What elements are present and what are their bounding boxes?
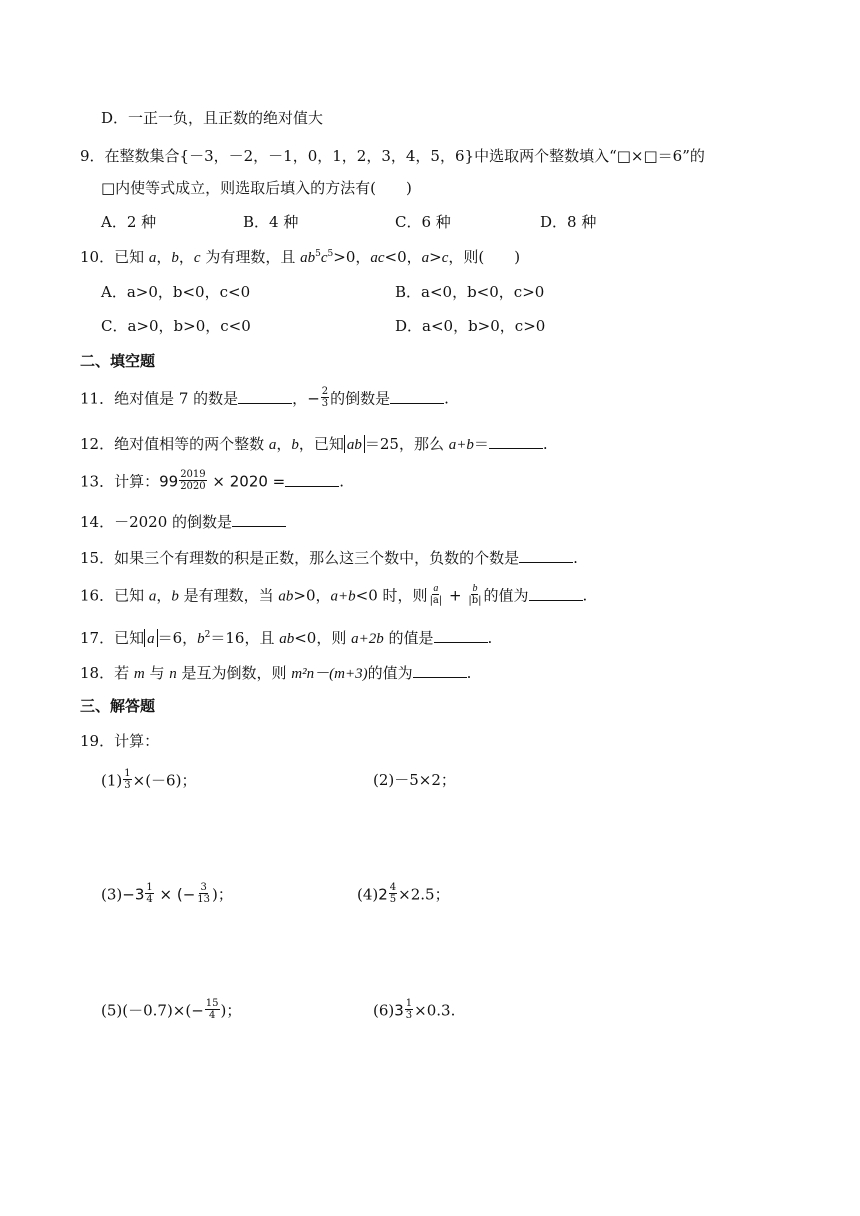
q10-option-a: A．a>0，b<0，c<0 [101, 283, 251, 301]
q18: 18．若 m 与 n 是互为倒数，则 m²n－(m+3)的值为 . [80, 664, 472, 682]
q9-line1: 9．在整数集合{－3，－2，－1，0，1，2，3，4，5，6}中选取两个整数填入“□×□＝6”的 [80, 147, 705, 165]
q19-part5: (5)(－0.7)×(− $\frac{15}{4}$ )； [101, 998, 242, 1021]
q14: 14．－2020 的倒数是 [80, 512, 286, 532]
q8-option-d: D．一正一负，且正数的绝对值大 [101, 109, 324, 127]
q9-option-a: A．2 种 [101, 213, 157, 231]
q10-option-b: B．a<0，b<0，c>0 [395, 283, 545, 301]
q19-part2: (2)－5×2； [373, 771, 456, 789]
q11: 11．绝对值是 7 的数是 ，− $\frac{2}{3}$ 的倒数是 . [80, 386, 449, 409]
q19-part1: (1) $\frac{1}{3}$ ×(－6)； [101, 768, 197, 791]
q9-option-d: D．8 种 [540, 213, 597, 231]
q10-option-d: D．a<0，b>0，c>0 [395, 317, 546, 335]
section-solve-heading: 三、解答题 [80, 697, 156, 715]
q9-option-c: C．6 种 [395, 213, 451, 231]
q16: 16．已知 a，b 是有理数，当 ab>0，a+b<0 时，则 $\frac{a}{|a|}$ + $\frac{b}{|b|}$ 的值为 . [80, 583, 588, 606]
q19-part3: (3)−3 $\frac{1}{4}$ × (− $\frac{3}{13}$ )； [101, 882, 233, 905]
q17: 17．已知 a ＝6，$b^2=16$，且 ab<0，则 a+2b 的值是 . [80, 629, 493, 647]
q10-stem: 10．已知 a，b，c 为有理数，且 $ab^5c^5>0$，ac<0，a>c，则( ) [80, 248, 521, 266]
section-fill-blank-heading: 二、填空题 [80, 352, 156, 370]
q9-option-b: B．4 种 [243, 213, 299, 231]
q12: 12．绝对值相等的两个整数 a，b，已知 ab ＝25，那么 a+b＝ . [80, 435, 548, 453]
q13: 13．计算：99 $\frac{2019}{2020}$ × 2020 = . [80, 469, 345, 492]
q15: 15．如果三个有理数的积是正数，那么这三个数中，负数的个数是 . [80, 549, 578, 567]
q10-option-c: C．a>0，b>0，c<0 [101, 317, 251, 335]
q9-line2: □内使等式成立，则选取后填入的方法有( ) [101, 179, 412, 197]
q19-title: 19．计算： [80, 732, 160, 750]
q19-part4: (4)2 $\frac{4}{5}$ ×2.5； [357, 882, 450, 905]
q19-part6: (6)3 $\frac{1}{3}$ ×0.3. [373, 998, 456, 1021]
